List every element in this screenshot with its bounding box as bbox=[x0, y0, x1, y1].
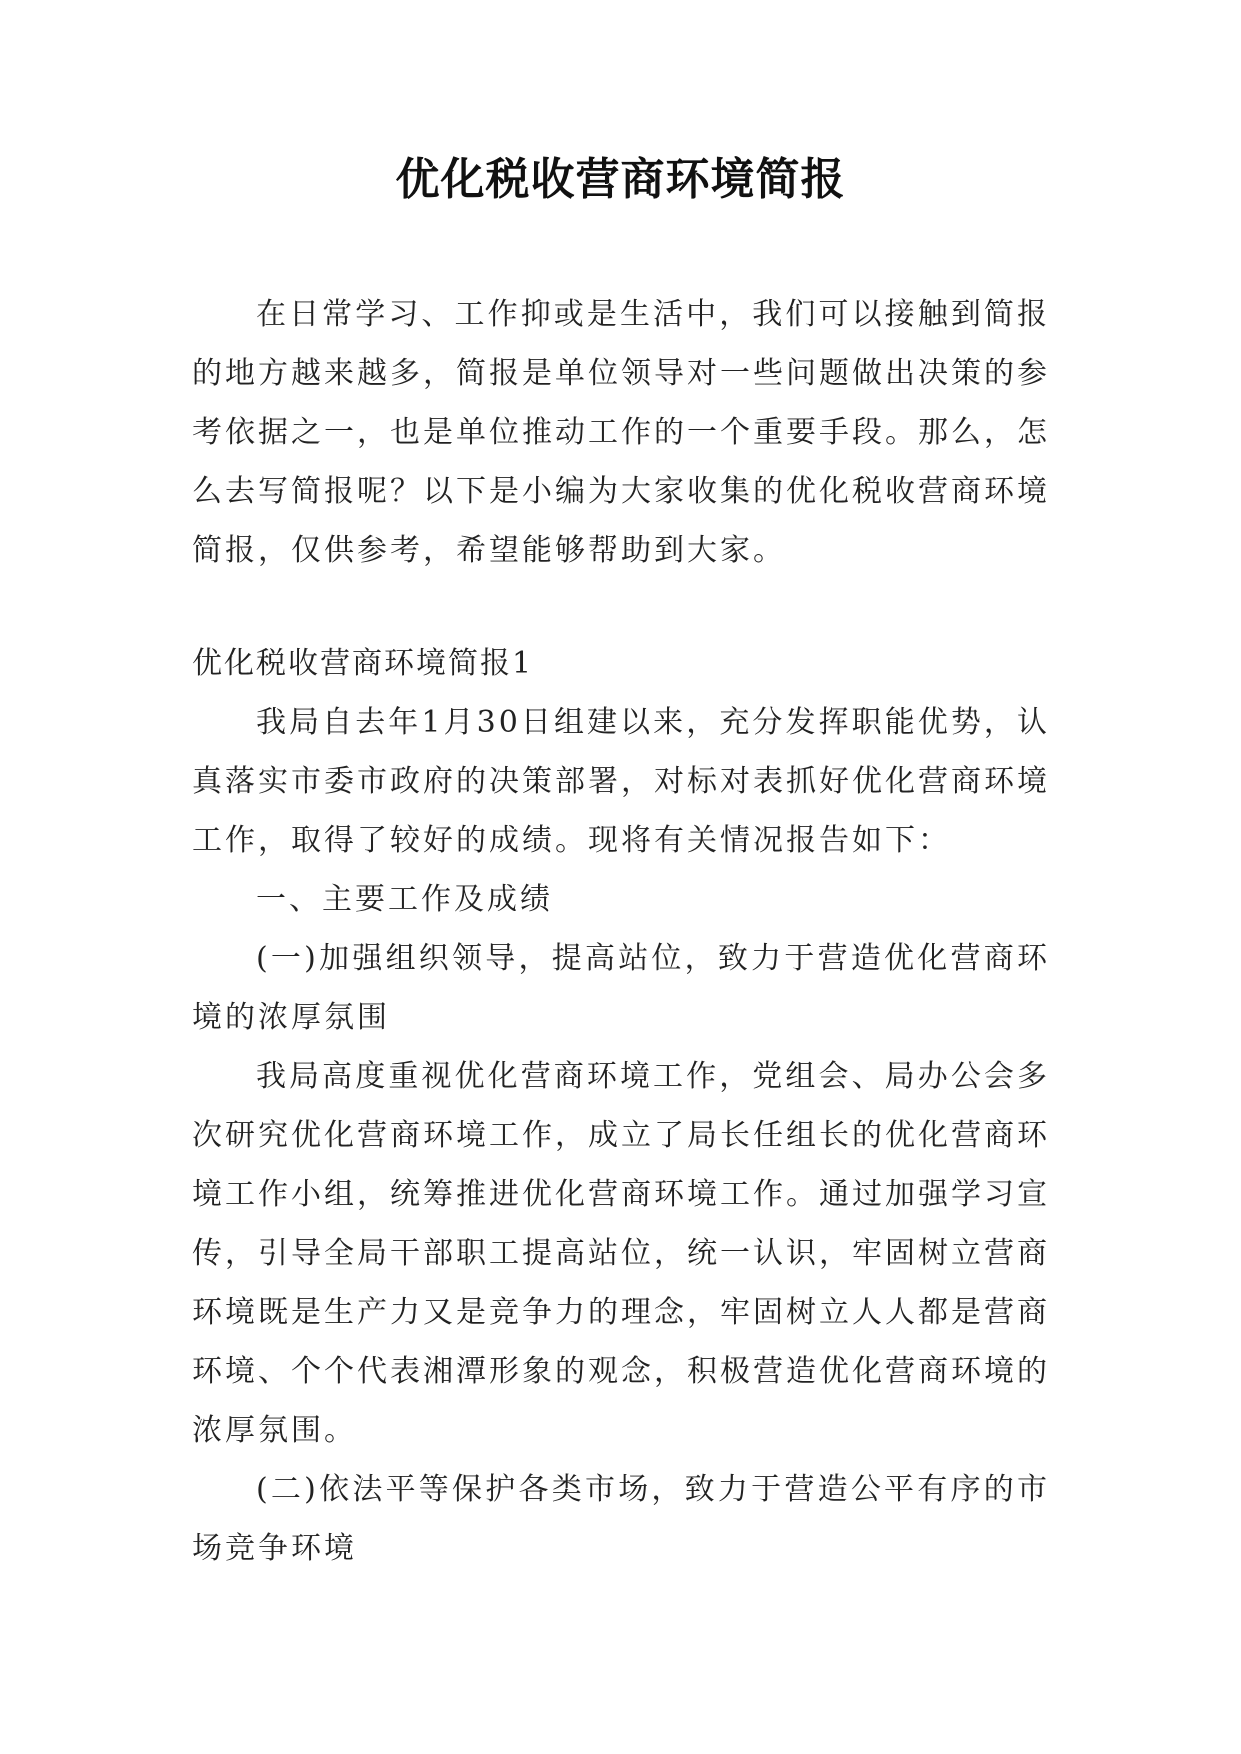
paragraph-4: 我局高度重视优化营商环境工作，党组会、局办公会多次研究优化营商环境工作，成立了局长任组长的优化营商环境工作小组，统筹推进优化营商环境工作。通过加强学习宣传，引导全局干部职工提高站位，统一认识，牢固树立营商环境既是生产力又是竞争力的理念，牢固树立人人都是营商环境、个个代表湘潭形象的观念，积极营造优化营商环境的浓厚氛围。 bbox=[192, 1059, 1050, 1448]
document-title: 优化税收营商环境简报 bbox=[395, 154, 846, 205]
paragraph-2: 一、主要工作及成绩 bbox=[256, 882, 553, 917]
intro-block bbox=[192, 285, 1050, 580]
paragraph-5: (二)依法平等保护各类市场，致力于营造公平有序的市场竞争环境 bbox=[192, 1472, 1050, 1566]
section-block bbox=[192, 634, 1050, 1578]
paragraph-1: 我局自去年1月30日组建以来，充分发挥职能优势，认真落实市委市政府的决策部署，对标对表抓好优化营商环境工作，取得了较好的成绩。现将有关情况报告如下： bbox=[192, 705, 1050, 858]
paragraph-3: (一)加强组织领导，提高站位，致力于营造优化营商环境的浓厚氛围 bbox=[192, 941, 1050, 1035]
intro-paragraph: 在日常学习、工作抑或是生活中，我们可以接触到简报的地方越来越多，简报是单位领导对一些问题做出决策的参考依据之一，也是单位推动工作的一个重要手段。那么，怎么去写简报呢？以下是小编为大家收集的优化税收营商环境简报，仅供参考，希望能够帮助到大家。 bbox=[192, 297, 1050, 568]
section-heading: 优化税收营商环境简报1 bbox=[192, 646, 534, 681]
